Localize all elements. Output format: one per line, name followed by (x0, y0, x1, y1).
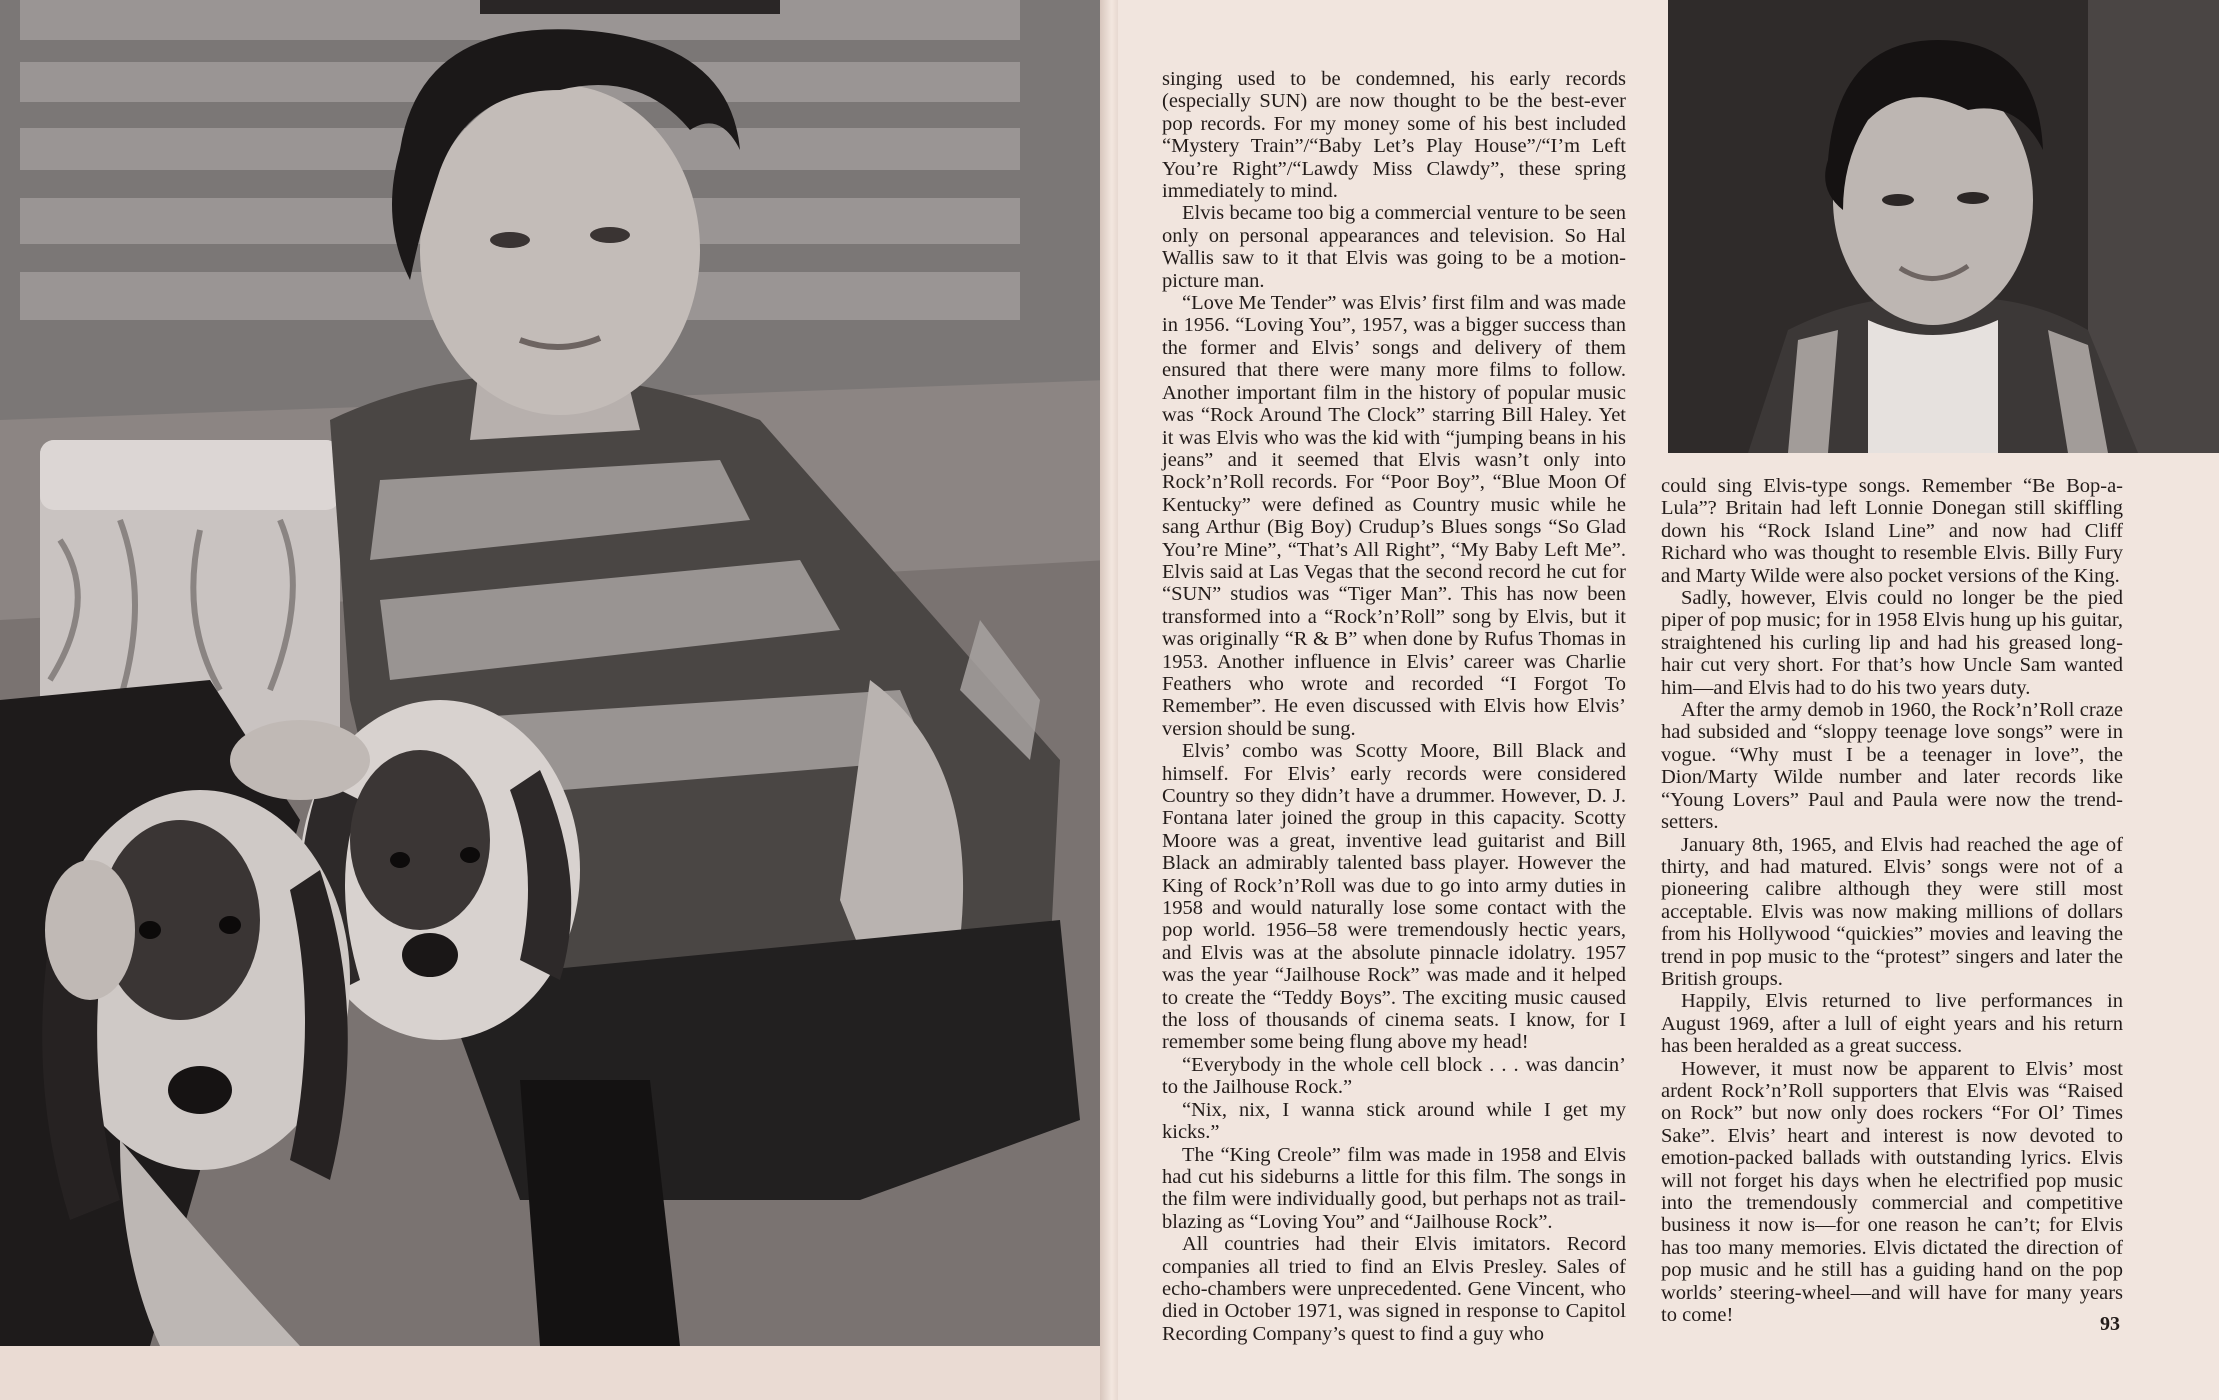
paragraph: The “King Creole” film was made in 1958 and Elvis had cut his sideburns a little for this film. The songs in the film were individually good, but perhaps not as trail-blazing as “Loving You” and “Jailhouse Rock”. (1162, 1143, 1626, 1233)
elvis-portrait-photo (1668, 0, 2219, 453)
paragraph: Elvis’ combo was Scotty Moore, Bill Black and himself. For Elvis’ early records were considered Country so they didn’t have a drummer. However, D. J. Fontana later joined the group in this capacity. Scotty Moore was a great, inventive lead guitarist and Bill Black an admirably talented bass player. However the King of Rock’n’Roll was due to go into army duties in 1958 and would naturally lose some contact with the pop world. 1956–58 were tremendously hectic years, and Elvis was at the absolute pinnacle idolatry. 1957 was the year “Jailhouse Rock” was made and it helped to create the “Teddy Boys”. The exciting music caused the loss of thousands of cinema seats. I know, for I remember some being flung above my head! (1162, 740, 1626, 1054)
paragraph: Happily, Elvis returned to live performances in August 1969, after a lull of eight years and his return has been heralded as a great success. (1661, 990, 2123, 1058)
elvis-portrait-illustration (1668, 0, 2219, 453)
paragraph: “Everybody in the whole cell block . . . was dancin’ to the Jailhouse Rock.” (1162, 1053, 1626, 1099)
paragraph: “Love Me Tender” was Elvis’ first film and was made in 1956. “Loving You”, 1957, was a bigger success than the former and Elvis’ songs and delivery of them ensured that there were many more films to follow. Another important film in the history of popular music was “Rock Around The Clock” starring Bill Haley. Yet it was Elvis who was the kid with “jumping beans in his jeans” and it seemed that Elvis wasn’t only into Rock’n’Roll records. For “Poor Boy”, “Blue Moon Of Kentucky” were defined as Country music while he sang Arthur (Big Boy) Crudup’s Blues songs “So Glad You’re Mine”, “That’s All Right”, “My Baby Left Me”. Elvis said at Las Vegas that the second record he cut for “SUN” studios was “Tiger Man”. This has now been transformed into a “Rock’n’Roll” song by Elvis, but it was originally “R & B” when done by Rufus Thomas in 1953. Another influence in Elvis’ career was Charlie Feathers who wrote and recorded “I Forgot To Remember”. He even discussed with Elvis how Elvis’ version should be sung. (1162, 292, 1626, 740)
text-column-1 (1162, 68, 1626, 1345)
paragraph: All countries had their Elvis imitators. Record companies all tried to find an Elvis Presley. Sales of echo-chambers were unprecedented. Gene Vincent, who died in October 1971, was signed in response to Capitol Recording Company’s quest to find a guy who (1162, 1233, 1626, 1345)
paragraph: However, it must now be apparent to Elvis’ most ardent Rock’n’Roll supporters that Elvis was “Raised on Rock” but now only does rockers “For Ol’ Times Sake”. Elvis’ heart and interest is now devoted to emotion-packed ballads with outstanding lyrics. Elvis will not forget his days when he electrified pop music into the tremendously commercial and competitive business it now is—for one reason he can’t; for Elvis has too many memories. Elvis dictated the direction of pop music and he still has a guiding hand on the pop worlds’ steering-wheel—and will have for many years to come! (1661, 1057, 2123, 1327)
paragraph: January 8th, 1965, and Elvis had reached the age of thirty, and had matured. Elvis’ songs were not of a pioneering calibre although they were still most acceptable. Elvis was now making millions of dollars from his Hollywood “quickies” movies and leaving the trend in pop music to the “protest” singers and later the British groups. (1661, 833, 2123, 990)
paragraph: Sadly, however, Elvis could no longer be the pied piper of pop music; for in 1958 Elvis hung up his guitar, straightened his curling lip and had his greased long-hair cut very short. For that’s how Uncle Sam wanted him—and Elvis had to do his two years duty. (1661, 587, 2123, 699)
elvis-with-dogs-illustration (0, 0, 1108, 1346)
paragraph: “Nix, nix, I wanna stick around while I get my kicks.” (1162, 1098, 1626, 1144)
paragraph: Elvis became too big a commercial venture to be seen only on personal appearances and television. So Hal Wallis saw to it that Elvis was going to be a motion-picture man. (1162, 202, 1626, 292)
paragraph: After the army demob in 1960, the Rock’n’Roll craze had subsided and “sloppy teenage love songs” were in vogue. “Why must I be a teenager in love”, the Dion/Marty Wilde number and later records like “Young Lovers” Paul and Paula were now the trend-setters. (1661, 699, 2123, 834)
elvis-with-dogs-photo (0, 0, 1108, 1346)
text-column-2 (1661, 475, 2123, 1326)
paragraph: could sing Elvis-type songs. Remember “Be Bop-a-Lula”? Britain had left Lonnie Donegan still skiffling down his “Rock Island Line” and now had Cliff Richard who was thought to resemble Elvis. Billy Fury and Marty Wilde were also pocket versions of the King. (1661, 475, 2123, 587)
paragraph: singing used to be condemned, his early records (especially SUN) are now thought to be the best-ever pop records. For my money some of his best included “Mystery Train”/“Baby Let’s Play House”/“I’m Left You’re Right”/“Lawdy Miss Clawdy”, these spring immediately to mind. (1162, 68, 1626, 203)
page-number: 93 (2100, 1313, 2120, 1335)
